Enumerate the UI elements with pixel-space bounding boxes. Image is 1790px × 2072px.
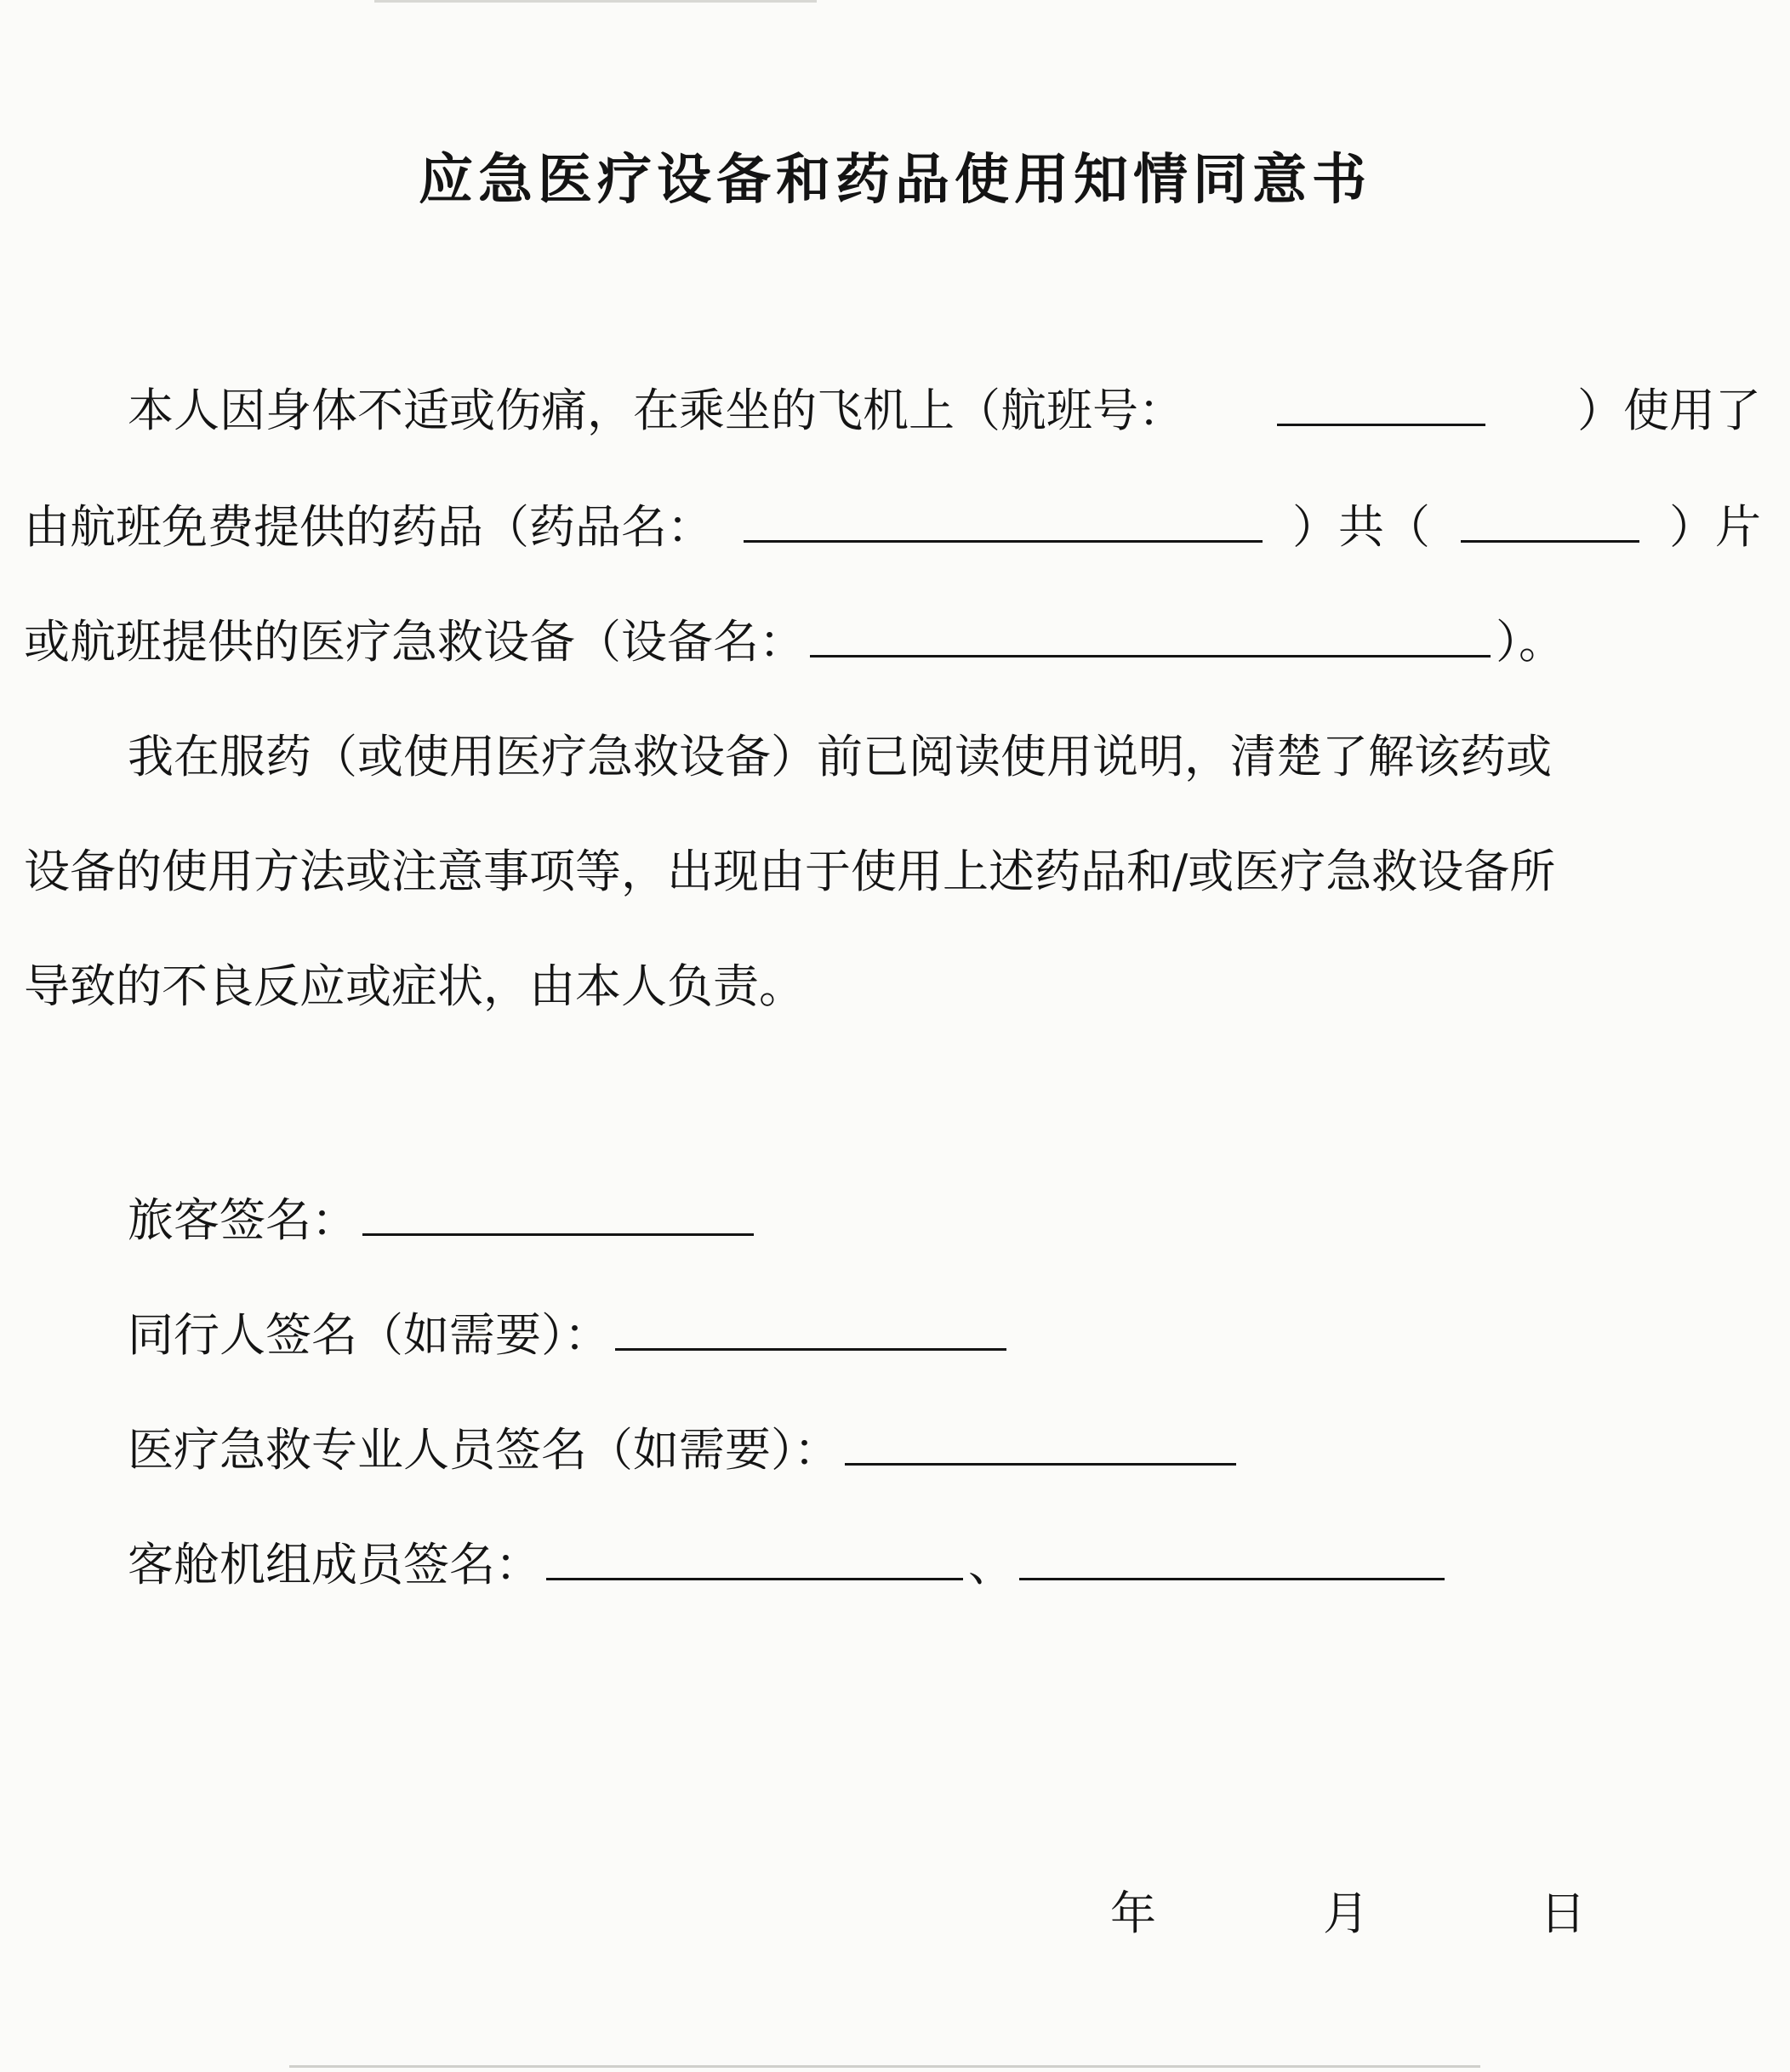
- paragraph2-line2-text: 设备的使用方法或注意事项等，出现由于使用上述药品和/或医疗急救设备所: [24, 845, 1556, 898]
- document-title: 应急医疗设备和药品使用知情同意书: [419, 148, 1371, 212]
- medicine-name-blank[interactable]: [744, 499, 1263, 543]
- medical-signature-blank[interactable]: [845, 1422, 1236, 1466]
- companion-signature-blank[interactable]: [615, 1307, 1006, 1351]
- companion-signature-label: 同行人签名（如需要）：: [128, 1308, 610, 1362]
- paragraph2-line1-text: 我在服药（或使用医疗急救设备）前已阅读使用说明，清楚了解该药或: [128, 730, 1552, 783]
- paragraph2-line3-text: 导致的不良反应或症状，由本人负责。: [24, 959, 805, 1013]
- crew-signature-blank-1[interactable]: [546, 1537, 963, 1580]
- paragraph1-line2-end: ）片: [1669, 500, 1761, 554]
- paragraph1-line2-mid: ）共（: [1292, 500, 1430, 554]
- passenger-signature-blank[interactable]: [362, 1193, 754, 1236]
- companion-signature-row: [128, 1306, 1012, 1365]
- medical-signature-row: [128, 1420, 1241, 1480]
- paragraph1-line1-text: 本人因身体不适或伤痛，在乘坐的飞机上（航班号：: [128, 384, 1184, 437]
- page-top-edge: [374, 0, 817, 3]
- paragraph1-line2: [24, 498, 1761, 557]
- pill-count-blank[interactable]: [1461, 499, 1639, 543]
- paragraph1-line3-end: ）。: [1496, 615, 1565, 669]
- paragraph1-line2-text: 由航班免费提供的药品（药品名：: [24, 500, 713, 554]
- paragraph1-line1: [128, 381, 1761, 441]
- paragraph2-line3: [24, 957, 1761, 1016]
- page-bottom-edge: [289, 2065, 1480, 2068]
- date-day-label: 日: [1540, 1887, 1586, 1940]
- crew-signature-row: [128, 1535, 1450, 1595]
- paragraph1-line3-text: 或航班提供的医疗急救设备（设备名：: [24, 615, 805, 669]
- paragraph1-line1-end: ）使用了: [1577, 384, 1761, 437]
- paragraph2-line2: [24, 842, 1761, 902]
- paragraph2-line1: [128, 727, 1761, 787]
- crew-signature-label: 客舱机组成员签名：: [128, 1538, 541, 1591]
- passenger-signature-row: [128, 1191, 759, 1250]
- flight-number-blank[interactable]: [1277, 383, 1485, 426]
- passenger-signature-label: 旅客签名：: [128, 1193, 357, 1247]
- medical-signature-label: 医疗急救专业人员签名（如需要）：: [128, 1423, 840, 1477]
- equipment-name-blank[interactable]: [810, 614, 1491, 657]
- crew-signature-separator: 、: [968, 1538, 1014, 1591]
- crew-signature-blank-2[interactable]: [1019, 1537, 1445, 1580]
- paragraph1-line3: [24, 612, 1761, 672]
- date-year-label: 年: [1110, 1887, 1156, 1940]
- date-month-label: 月: [1323, 1887, 1369, 1940]
